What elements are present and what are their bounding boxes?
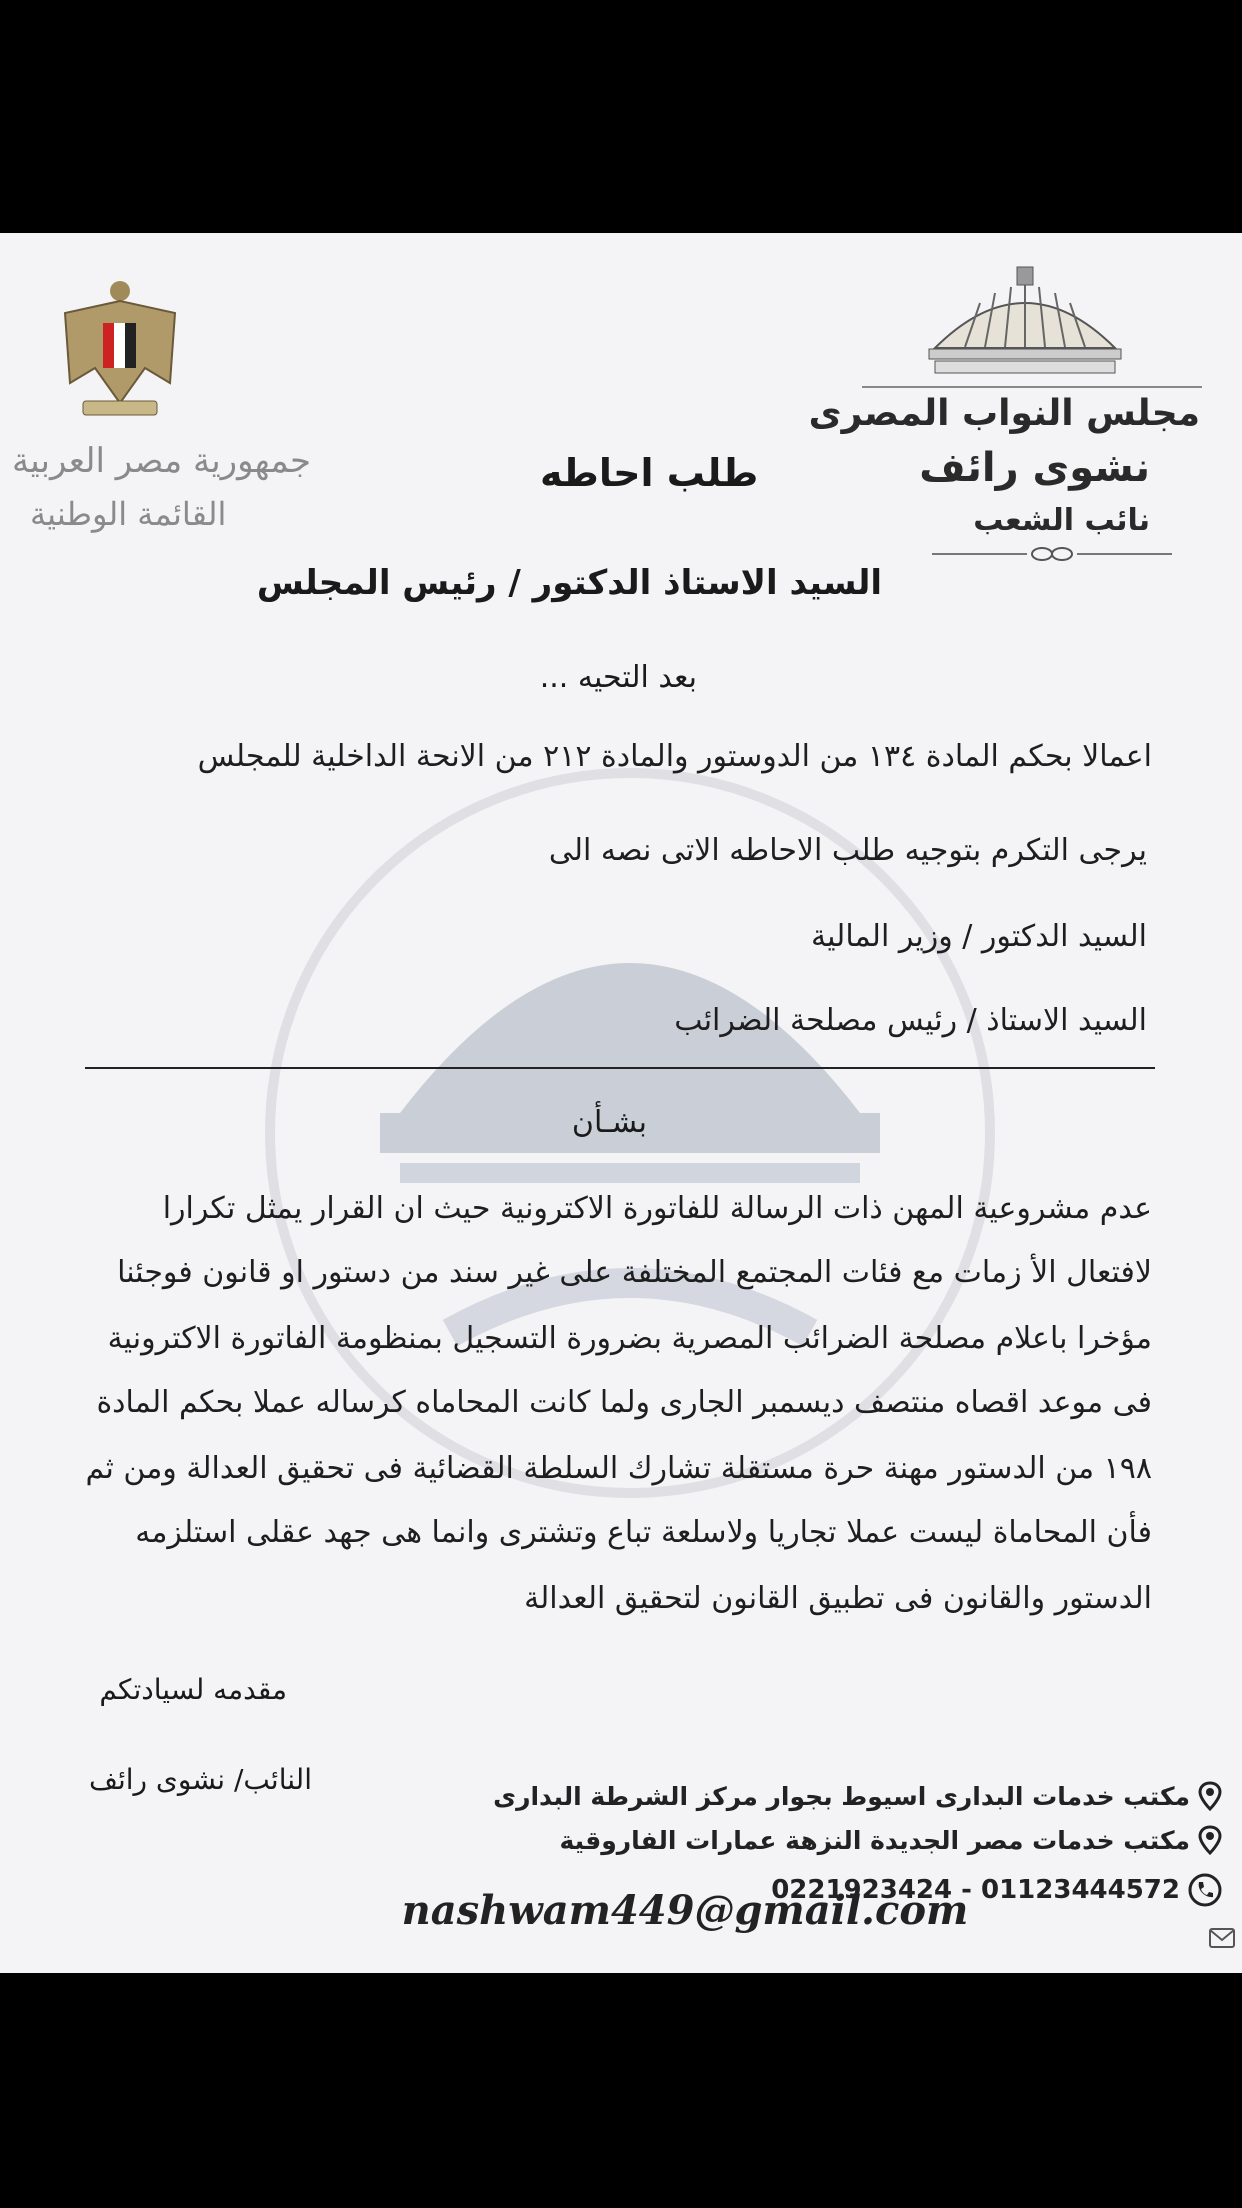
recipient-line: السيد الاستاذ / رئيس مصلحة الضرائب (674, 1003, 1147, 1038)
emblem-list-text: القائمة الوطنية (30, 495, 227, 533)
location-pin-icon (1198, 1781, 1222, 1811)
signature: النائب/ نشوى رائف (88, 1763, 312, 1796)
header-rule-top (862, 386, 1202, 388)
office-address-1-text: مكتب خدمات البدارى اسيوط بجوار مركز الشرطة البدارى (493, 1781, 1190, 1811)
mp-title: نائب الشعب (973, 503, 1150, 538)
intro-line: يرجى التكرم بتوجيه طلب الاحاطه الاتى نصه الى (548, 833, 1147, 868)
phone-numbers-text: 0221923424 - 01123444572 (771, 1875, 1180, 1905)
phone-icon (1188, 1873, 1222, 1907)
parliament-name: مجلس النواب المصرى (808, 393, 1200, 434)
location-pin-icon (1198, 1825, 1222, 1855)
letter-page (0, 233, 1242, 1973)
office-address-2 (559, 1825, 1222, 1855)
body-line: الدستور والقانون فى تطبيق القانون لتحقيق العدالة (524, 1581, 1152, 1616)
body-line: ١٩٨ من الدستور مهنة حرة مستقلة تشارك السلطة القضائية فى تحقيق العدالة ومن ثم (85, 1451, 1152, 1486)
emblem-country-text: جمهورية مصر العربية (12, 441, 312, 481)
body-line: مؤخرا باعلام مصلحة الضرائب المصرية بضرورة التسجيل بمنظومة الفاتورة الاكترونية (107, 1321, 1152, 1356)
eagle-emblem (55, 273, 185, 423)
email-icon (1208, 1927, 1236, 1949)
addressee: السيد الاستاذ الدكتور / رئيس المجلس (256, 563, 882, 603)
greeting: بعد التحيه ... (539, 660, 697, 695)
body-line: فأن المحاماة ليست عملا تجاريا ولاسلعة تباع وتشترى وانما هى جهد عقلى استلزمه (135, 1515, 1152, 1550)
ornament-divider (932, 546, 1172, 562)
section-divider (85, 1067, 1155, 1069)
email-address: nashwam449@gmail.com (401, 1887, 969, 1934)
body-line: عدم مشروعية المهن ذات الرسالة للفاتورة الاكترونية حيث ان القرار يمثل تكرارا (162, 1191, 1152, 1226)
mp-name: نشوى رائف (919, 445, 1150, 491)
document-title: طلب احاطه (540, 451, 759, 495)
closing-text: مقدمه لسيادتكم (99, 1673, 287, 1706)
subject-label: بشـأن (571, 1105, 647, 1140)
parliament-dome-logo (925, 263, 1125, 383)
body-line: لافتعال الأ زمات مع فئات المجتمع المختلفة على غير سند من دستور او قانون فوجئنا (117, 1255, 1152, 1290)
recipient-line: السيد الدكتور / وزير المالية (811, 919, 1147, 954)
office-address-1 (493, 1781, 1222, 1811)
office-address-2-text: مكتب خدمات مصر الجديدة النزهة عمارات الفاروقية (559, 1825, 1190, 1855)
intro-line: اعمالا بحكم المادة ١٣٤ من الدوستور والمادة ٢١٢ من الانحة الداخلية للمجلس (197, 739, 1152, 774)
body-line: فى موعد اقصاه منتصف ديسمبر الجارى ولما كانت المحاماه كرساله عملا بحكم المادة (96, 1385, 1152, 1420)
